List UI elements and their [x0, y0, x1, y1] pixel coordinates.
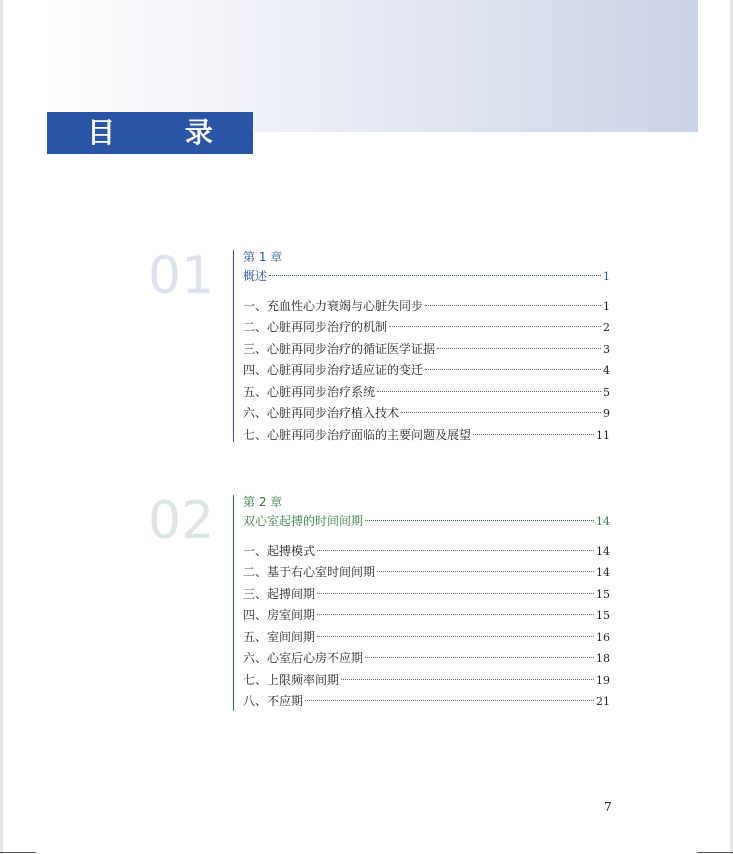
page-number: 7 [604, 800, 612, 814]
entry-title: 六、心室后心房不应期 [243, 651, 364, 665]
toc-entry[interactable] [243, 317, 610, 339]
page-ref: 5 [603, 385, 610, 399]
chapter-number: 01 [148, 246, 215, 306]
entry-title: 三、起搏间期 [243, 586, 316, 601]
leader-dots [377, 571, 594, 572]
entry-title: 二、心脏再同步治疗的机制 [243, 320, 388, 334]
crop-mark-right [697, 852, 733, 853]
page-ref: 19 [596, 673, 610, 687]
page-edge-left [0, 0, 3, 854]
leader-dots [317, 636, 594, 637]
leader-dots [437, 348, 601, 349]
page-ref: 1 [603, 270, 610, 283]
page-ref: 21 [596, 695, 610, 708]
leader-dots [389, 326, 601, 327]
toc-entry[interactable] [243, 339, 610, 361]
toc-entry[interactable] [243, 541, 610, 563]
entry-title: 八、不应期 [243, 694, 304, 708]
chapter-title-entry[interactable] [243, 511, 610, 533]
page-ref: 14 [596, 544, 610, 558]
chapter-title-entry[interactable] [243, 266, 610, 288]
page-ref: 15 [596, 587, 610, 601]
crop-mark-left [0, 852, 36, 853]
chapter-number: 02 [148, 491, 215, 551]
leader-dots [473, 434, 594, 435]
chapter-label: 第 2 章 [243, 495, 283, 509]
leader-dots [305, 700, 594, 701]
entry-title: 七、心脏再同步治疗面临的主要问题及展望 [243, 427, 472, 442]
toc-entry[interactable] [243, 403, 610, 425]
entry-title: 一、起搏模式 [243, 543, 316, 558]
leader-dots [317, 550, 594, 551]
leader-dots [341, 679, 594, 680]
leader-dots [365, 520, 594, 521]
entry-title: 六、心脏再同步治疗植入技术 [243, 406, 400, 420]
entry-title: 四、房室间期 [243, 608, 316, 622]
chapter-title: 概述 [243, 269, 268, 283]
leader-dots [269, 275, 601, 276]
entry-title: 四、心脏再同步治疗适应证的变迁 [243, 363, 424, 377]
page-ref: 15 [596, 609, 610, 622]
page-ref: 1 [603, 299, 610, 313]
page-ref: 2 [603, 321, 610, 334]
entry-title: 五、室间间期 [243, 629, 316, 644]
chapter-divider-line [233, 495, 234, 711]
chapter-title: 双心室起搏的时间间期 [243, 514, 364, 528]
toc-entry[interactable] [243, 605, 610, 627]
entry-title: 一、充血性心力衰竭与心脏失同步 [243, 298, 424, 313]
toc-entry[interactable] [243, 382, 610, 404]
entry-title: 五、心脏再同步治疗系统 [243, 384, 376, 399]
chapter-label: 第 1 章 [243, 250, 283, 264]
toc-entry[interactable] [243, 691, 610, 713]
toc-entry[interactable] [243, 562, 610, 584]
toc-entry[interactable] [243, 584, 610, 606]
page-ref: 11 [596, 428, 610, 442]
leader-dots [365, 657, 594, 658]
toc-entry[interactable] [243, 425, 610, 447]
toc-list [243, 493, 610, 713]
entry-title: 七、上限频率间期 [243, 672, 340, 687]
toc-entry[interactable] [243, 627, 610, 649]
page-ref: 4 [603, 364, 610, 377]
leader-dots [317, 593, 594, 594]
page-ref: 9 [603, 407, 610, 420]
leader-dots [377, 391, 601, 392]
page-ref: 14 [596, 515, 610, 528]
page-title: 目 录 [47, 112, 253, 154]
page-ref: 3 [603, 342, 610, 356]
leader-dots [425, 305, 601, 306]
page-ref: 14 [596, 566, 610, 579]
leader-dots [401, 412, 601, 413]
toc-entry[interactable] [243, 296, 610, 318]
toc-entry[interactable] [243, 648, 610, 670]
chapter-divider-line [233, 250, 234, 442]
toc-entry[interactable] [243, 360, 610, 382]
entry-title: 二、基于右心室时间间期 [243, 565, 376, 579]
entry-title: 三、心脏再同步治疗的循证医学证据 [243, 341, 436, 356]
page-ref: 16 [596, 630, 610, 644]
leader-dots [317, 614, 594, 615]
leader-dots [425, 369, 601, 370]
toc-entry[interactable] [243, 670, 610, 692]
page-ref: 18 [596, 652, 610, 665]
toc-list [243, 248, 610, 446]
